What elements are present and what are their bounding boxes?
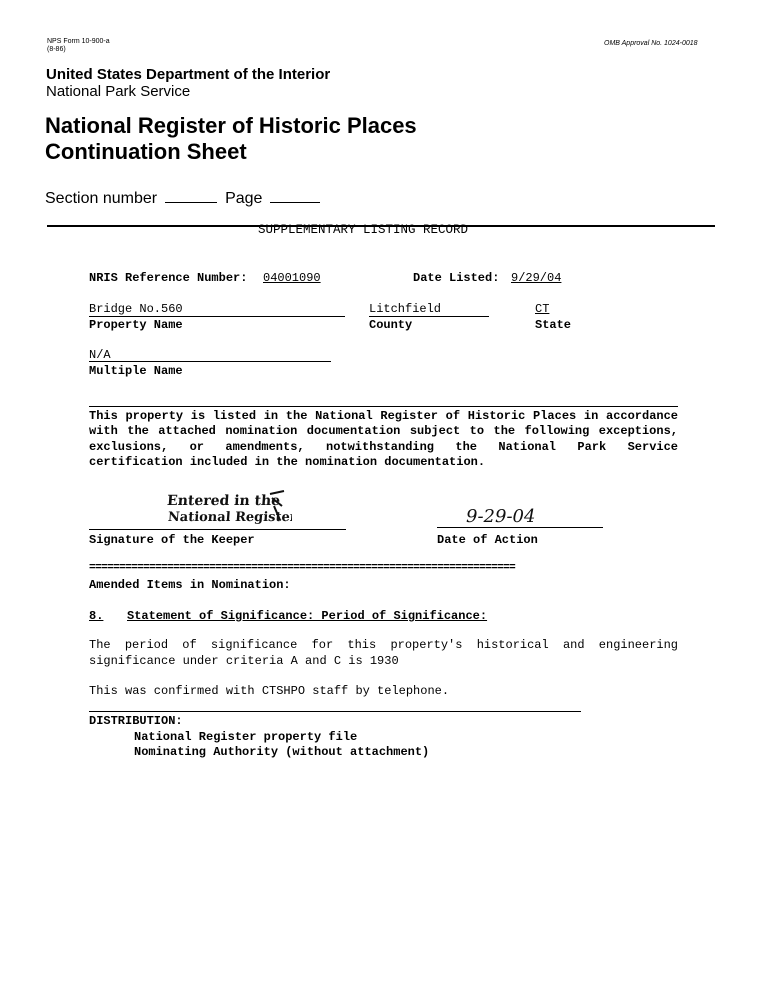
property-name-value: Bridge No.560 — [89, 302, 183, 316]
statement-line-1: This property is listed in the National Register of Historic Places in accordance — [89, 409, 678, 423]
department-name: United States Department of the Interior — [46, 66, 331, 83]
property-name-line — [89, 316, 345, 317]
page-title: National Register of Historic Places — [45, 113, 417, 138]
statement-top-rule — [89, 406, 678, 407]
section-number-blank — [165, 202, 217, 203]
statement-line-4: certification included in the nomination documentation. — [89, 455, 486, 469]
keeper-signature-line — [89, 529, 346, 530]
amended-items-label: Amended Items in Nomination: — [89, 578, 291, 592]
significance-line-2: significance under criteria A and C is 1930 — [89, 654, 399, 668]
date-listed-value: 9/29/04 — [511, 271, 562, 285]
page-subtitle: Continuation Sheet — [45, 139, 247, 164]
form-date: (8-86) — [47, 46, 66, 53]
amended-item-number: 8. — [89, 609, 104, 623]
county-line — [369, 316, 489, 317]
svg-text:National Register: National Register — [167, 510, 292, 525]
omb-approval-number: OMB Approval No. 1024-0018 — [604, 40, 698, 47]
state-label: State — [535, 318, 572, 332]
property-name-label: Property Name — [89, 318, 183, 332]
section-number-label: Section number — [45, 190, 158, 207]
page-label: Page — [225, 190, 263, 207]
entered-stamp — [162, 488, 292, 533]
page-blank — [270, 202, 320, 203]
form-number: NPS Form 10-900-a — [47, 38, 110, 45]
entered-stamp-graphic — [162, 488, 292, 528]
record-heading: SUPPLEMENTARY LISTING RECORD — [258, 223, 469, 237]
section-page-line — [45, 189, 328, 209]
multiple-name-line — [89, 361, 331, 362]
nris-value: 04001090 — [263, 271, 321, 285]
handwritten-action-date — [462, 500, 582, 535]
nris-label: NRIS Reference Number: — [89, 271, 248, 285]
county-value: Litchfield — [369, 302, 442, 316]
handwritten-date-graphic — [462, 500, 582, 530]
agency-name: National Park Service — [46, 83, 191, 100]
date-of-action-label: Date of Action — [437, 533, 538, 547]
svg-text:9-29-04: 9-29-04 — [466, 506, 536, 527]
signature-label: Signature of the Keeper — [89, 533, 255, 547]
action-date-line — [437, 527, 603, 528]
multiple-name-label: Multiple Name — [89, 364, 183, 378]
multiple-name-value: N/A — [89, 348, 111, 362]
svg-text:Entered in the: Entered in the — [166, 493, 281, 509]
amended-item-title: Statement of Significance: Period of Significance: — [127, 609, 488, 623]
statement-line-3: exclusions, or amendments, notwithstanding the National Park Service — [89, 440, 678, 454]
distribution-item: Nominating Authority (without attachment) — [134, 745, 430, 759]
distribution-label: DISTRIBUTION: — [89, 714, 183, 728]
county-label: County — [369, 318, 413, 332]
separator-line: ======================================================================= — [89, 562, 516, 574]
date-listed-label: Date Listed: — [413, 271, 500, 285]
statement-line-2: with the attached nomination documentation subject to the following exceptions, — [89, 424, 678, 438]
significance-line-1: The period of significance for this property's historical and engineering — [89, 638, 678, 652]
distribution-item: National Register property file — [134, 730, 358, 744]
distribution-rule — [89, 711, 581, 712]
state-value: CT — [535, 302, 550, 316]
confirmation-note: This was confirmed with CTSHPO staff by telephone. — [89, 684, 450, 698]
